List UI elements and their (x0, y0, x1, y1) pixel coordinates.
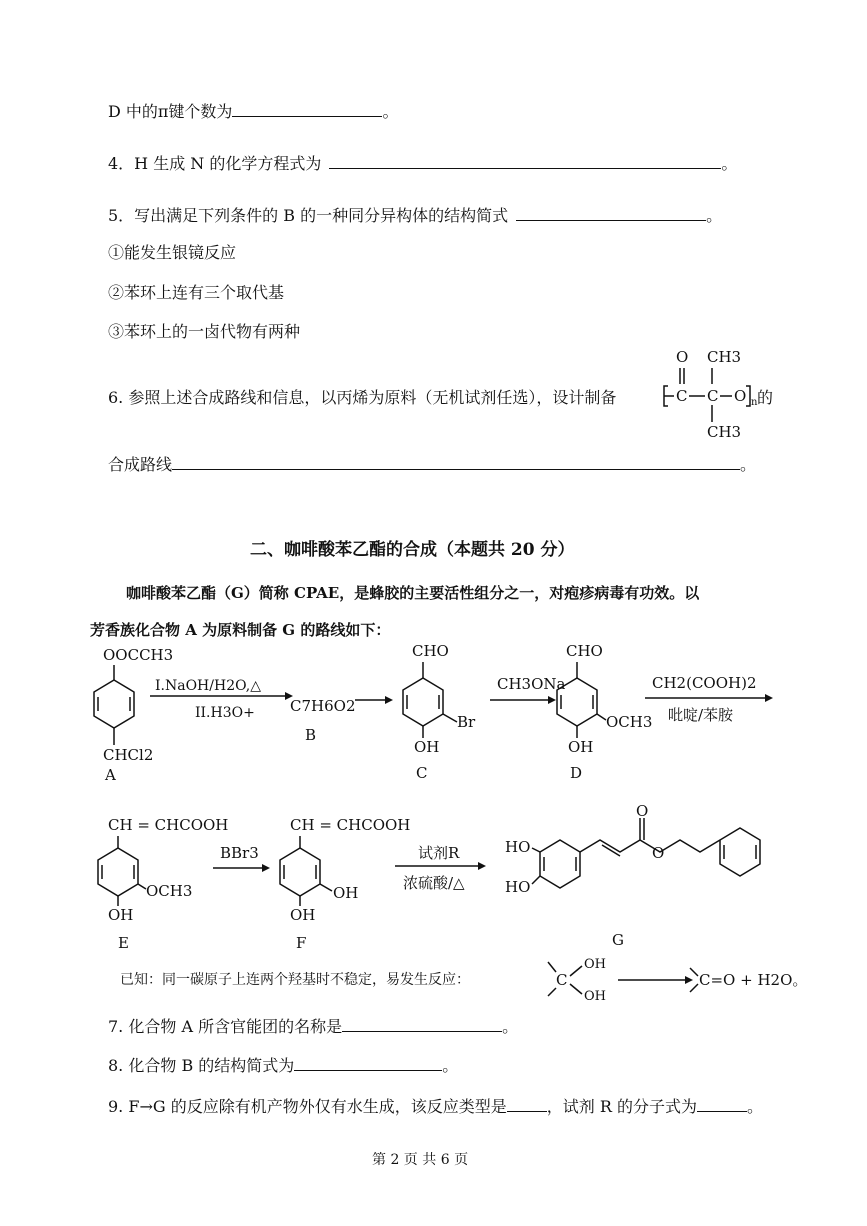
cond-5-bottom: 浓硫酸/△ (403, 874, 465, 892)
answer-blank[interactable] (507, 1095, 547, 1112)
g-ho-2: HO (505, 878, 531, 896)
e-side-chain: CH = CHCOOH (108, 816, 229, 834)
polymer-c1-label: C (676, 387, 688, 405)
c-cho: CHO (412, 642, 449, 660)
label-b: B (305, 726, 317, 744)
cond-1-top: I.NaOH/H2O,△ (155, 678, 261, 694)
gem-diol-oh-2: OH (584, 989, 606, 1004)
e-och3: OCH3 (146, 882, 193, 900)
polymer-ch3-bottom: CH3 (707, 423, 742, 441)
c-br: Br (457, 713, 476, 731)
f-oh-para: OH (290, 906, 316, 924)
polymer-c2-label: C (707, 387, 719, 405)
a-substituent: OOCCH3 (103, 646, 174, 664)
d-och3: OCH3 (606, 713, 653, 731)
polymer-n: n (751, 397, 758, 408)
intro-line-1: 咖啡酸苯乙酯（G）简称 CPAE，是蜂胶的主要活性组分之一，对疱疹病毒有功效。以 (126, 584, 700, 602)
g-ester-o: O (652, 844, 665, 862)
label-g: G (612, 931, 624, 949)
cond-3-bottom: 吡啶/苯胺 (668, 706, 734, 724)
question-6-line2: 合成路线 。 (108, 455, 757, 474)
known-info: 已知：同一碳原子上连两个羟基时不稳定，易发生反应： (120, 972, 470, 988)
known-product: C=O + H2O。 (699, 971, 808, 989)
answer-blank[interactable] (294, 1054, 442, 1071)
polymer-o-label: O (676, 348, 689, 366)
polymer-o2-label: O (734, 387, 747, 405)
e-oh: OH (108, 906, 134, 924)
question-9: 9. F→G 的反应除有机产物外仅有水生成，该反应类型是 ，试剂 R 的分子式为 。 (108, 1097, 763, 1116)
answer-blank[interactable] (697, 1095, 747, 1112)
question-6: 6. 参照上述合成路线和信息，以丙烯为原料（无机试剂任选），设计制备 (108, 388, 617, 407)
g-ho-1: HO (505, 838, 531, 856)
condition-1: ①能发生银镜反应 (108, 243, 237, 262)
condition-3: ③苯环上的一卤代物有两种 (108, 322, 301, 341)
polymer-ch3-top: CH3 (707, 348, 742, 366)
cond-4: BBr3 (220, 844, 259, 862)
label-d: D (570, 764, 583, 782)
question-d-pi: D 中的π键个数为 。 (108, 102, 399, 121)
label-c: C (416, 764, 428, 782)
g-carbonyl-o: O (636, 802, 649, 820)
intro-line-2: 芳香族化合物 A 为原料制备 G 的路线如下： (90, 621, 391, 639)
question-4: 4．H 生成 N 的化学方程式为 。 (108, 154, 738, 173)
cond-2: CH3ONa (497, 675, 566, 693)
label-e: E (118, 934, 129, 952)
answer-blank[interactable] (342, 1015, 502, 1032)
section-title: 二、咖啡酸苯乙酯的合成（本题共 20 分） (250, 540, 575, 560)
question-5: 5．写出满足下列条件的 B 的一种同分异构体的结构简式 。 (108, 206, 723, 225)
cond-5-top: 试剂R (418, 844, 460, 862)
question-6-suffix: 的 (757, 388, 774, 407)
a-chcl2: CHCl2 (103, 746, 154, 764)
question-7: 7. 化合物 A 所含官能团的名称是 。 (108, 1017, 519, 1036)
b-formula: C7H6O2 (290, 697, 356, 715)
gem-diol-oh-1: OH (584, 957, 606, 972)
cond-1-bottom: II.H3O+ (195, 705, 255, 721)
d-oh: OH (568, 738, 594, 756)
cond-3-top: CH2(COOH)2 (652, 674, 757, 692)
f-oh-meta: OH (333, 884, 359, 902)
f-side-chain: CH = CHCOOH (290, 816, 411, 834)
page-footer: 第 2 页 共 6 页 (372, 1152, 469, 1168)
c-oh: OH (414, 738, 440, 756)
label-f: F (296, 934, 307, 952)
d-cho: CHO (566, 642, 603, 660)
gem-diol-c: C (556, 971, 568, 989)
known-arrow-head (685, 976, 693, 984)
question-8: 8. 化合物 B 的结构简式为 。 (108, 1056, 459, 1075)
condition-2: ②苯环上连有三个取代基 (108, 283, 285, 302)
label-a: A (105, 766, 116, 784)
